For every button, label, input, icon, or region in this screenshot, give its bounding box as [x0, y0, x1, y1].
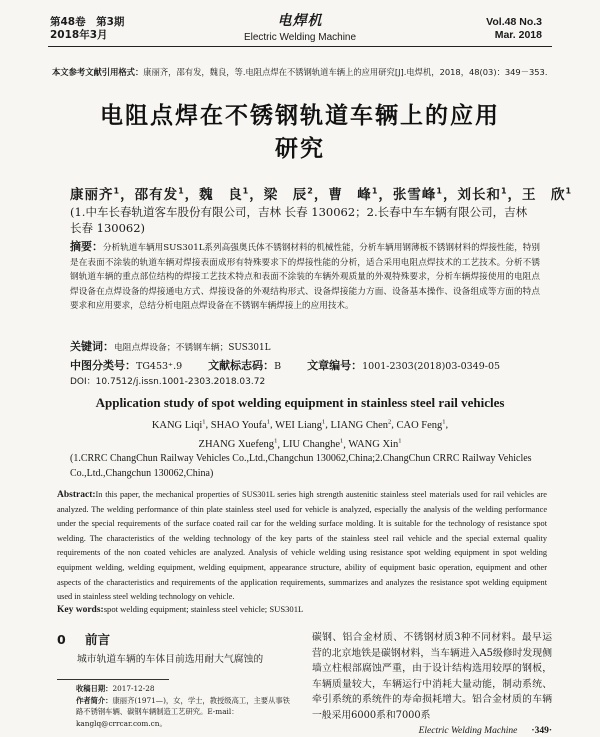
authors-en-line1: KANG Liqi$^1$, SHAO Youfa$^1$, WEI Liang$^1$, LIANG Chen$^2$, CAO Feng$^1$, [151, 418, 449, 431]
footer-journal: Electric Welding Machine [418, 726, 518, 736]
author-cn: 魏 良$^1$ [199, 186, 250, 203]
author-cn: 张雪峰$^1$ [392, 186, 443, 203]
header-date-en: Mar. 2018 [494, 29, 542, 41]
section-heading [57, 630, 110, 648]
abstract-cn-text: 分析轨道车辆用SUS301L系列高强奥氏体不锈钢材料的机械性能，分析车辆用钢薄板不锈钢材料的焊接性能，特别是在表面不涂装的轨道车辆对焊接表面成形有特殊要求下的焊接性能的分析，适合采用电阻点焊技术的工艺技术。分析不锈钢轨道车辆的重点部位结构的焊接工艺技术特点和表面不涂装的车辆外观质量的外观特殊要求，分析车辆焊接使用的电阻点焊设备在点焊设备的焊接通电方式、焊接设备的外观结构形式、设备焊接能力方面、设备基本操作、设备组成等方面的特点要求和应用要求，总结分析电阻点焊设备在不锈钢车辆焊接上的应用技术。 [70, 243, 541, 311]
received-value: 2017-12-28 [112, 684, 155, 693]
doc-code-label: 文献标志码： [208, 359, 275, 372]
author-en: ZHANG Xuefeng$^1$ [198, 437, 278, 450]
abstract-en-label: Abstract: [57, 490, 96, 500]
author-en: WEI Liang$^1$ [275, 418, 326, 431]
section-title: 前言 [85, 632, 111, 647]
page-footer [419, 726, 552, 736]
author-en: KANG Liqi$^1$ [151, 418, 206, 431]
author-cn: 王 欣$^1$ [522, 186, 573, 203]
author-cn: 曹 峰$^1$ [328, 186, 379, 203]
header-rule [48, 46, 552, 47]
author-en: SHAO Youfa$^1$ [210, 418, 271, 431]
author-en: LIU Changhe$^1$ [282, 437, 344, 450]
keywords-cn-label: 关键词： [70, 340, 114, 353]
affiliation-cn: (1.中车长春轨道客车股份有限公司，吉林 长春 130062；2.长春中车车辆有限公司，吉林 长春 130062) [70, 205, 528, 235]
author-en: CAO Feng$^1$ [396, 418, 446, 431]
article-no-label: 文章编号： [307, 359, 363, 372]
citation-text: 康丽齐，邵有发，魏良，等.电阻点焊在不锈钢轨道车辆上的应用研究[J].电焊机，2018，48(03)：349－353. [143, 67, 548, 77]
abstract-cn-label: 摘要： [70, 240, 104, 253]
footnote-rule [57, 679, 169, 680]
keywords-en [57, 604, 303, 615]
header-date-cn: 2018年3月 [50, 29, 108, 41]
intro-paragraph-right: 碳钢、铝合金材质、不锈钢材质3种不同材料。最早运营的北京地铁是碳钢材料，当车辆进入A5级修时发现侧墙立柱根部腐蚀严重，由于设计结构选用较厚的钢板，车辆质量较大，车辆运行中消耗大量动能，制动系统、牵引系统的系统件的寿命损耗增大。铝合金材质的车辆一般采用6000系和7000系 [312, 632, 552, 721]
intro-paragraph-left: 城市轨道车辆的车体目前选用耐大气腐蚀的 [77, 654, 264, 665]
footnote [76, 683, 291, 729]
author-cn: 康丽齐$^1$ [70, 186, 121, 203]
keywords-en-label: Key words: [57, 605, 104, 615]
citation-label: 本文参考文献引用格式： [52, 67, 144, 77]
clc-value: TG453⁺.9 [136, 361, 183, 372]
author-en: LIANG Chen$^2$ [330, 418, 392, 431]
affiliation-en: (1.CRRC ChangChun Railway Vehicles Co.,Ltd.,Changchun 130062,China;2.ChangChun CRRC Railway Vehicles Co.,Ltd.,Changchun 130062,China) [70, 453, 532, 479]
abstract-en [57, 488, 547, 605]
author-cn: 刘长和$^1$ [457, 186, 508, 203]
citation-line [52, 66, 547, 78]
bio-label: 作者简介： [76, 695, 113, 705]
received-date [76, 683, 291, 695]
authors-en [0, 414, 600, 453]
doi: DOI：10.7512/j.issn.1001-2303.2018.03.72 [70, 377, 266, 387]
classification-line [70, 357, 500, 373]
paper-title-en: Application study of spot welding equipment in stainless steel rail vehicles [95, 395, 505, 410]
author-bio [76, 695, 291, 730]
article-no-value: 1001-2303(2018)03-0349-05 [362, 361, 501, 372]
author-cn: 梁 辰$^2$ [263, 186, 314, 203]
authors-en-line2: ZHANG Xuefeng$^1$, LIU Changhe$^1$, WANG Xin$^1$ [198, 437, 402, 450]
abstract-en-text: In this paper, the mechanical properties of SUS301L series high strength austenitic stainless steel materials used for rail vehicles are analyzed. The welding performance of thin plate stainless steel used for vehicle is analyzed, especially the analysis of the welding performance under the special requirements of the surface coated rail car for the welding surface molding. It is suitable for the technology of resistance spot welding. The characteristics of the welding technology of the key parts of the stainless steel rail vehicle and the special external quality requirements of the non coated vehicles are analyzed. Analysis of vehicle welding using resistance spot welding equipment in spot welding equipment welding, welding equipment, welding equipment, appearance structure, ability of equipment basic operation, equipment and other aspects of the characteristics and requirements of the application requirements, summarizes and analyzes the resistance spot welding equipment used in stainless steel welding technology on vehicle. [57, 490, 547, 602]
journal-logo: 电焊机 [277, 13, 323, 29]
keywords-cn-text: 电阻点焊设备；不锈钢车辆；SUS301L [114, 343, 271, 353]
page-number: ·349· [531, 726, 552, 736]
abstract-cn [70, 240, 540, 314]
header-volume-issue: 第48卷 第3期 [50, 16, 125, 28]
received-label: 收稿日期： [76, 684, 113, 693]
authors-cn: 康丽齐$^1$，邵有发$^1$，魏 良$^1$，梁 辰$^2$，曹 峰$^1$，张雪峰$^1$，刘长和$^1$，王 欣$^1$ [70, 186, 573, 203]
keywords-en-text: spot welding equipment; stainless steel vehicle; SUS301L [103, 604, 304, 614]
header-volume-en [486, 16, 542, 42]
header-vol-no: Vol.48 No.3 [486, 16, 542, 28]
author-cn: 邵有发$^1$ [134, 186, 185, 203]
author-en: WANG Xin$^1$ [348, 437, 402, 450]
keywords-cn [70, 338, 270, 354]
bio-text: 康丽齐(1971—)，女，学士，教授级高工，主要从事铁路不锈钢车辆、碳钢车辆制造工艺研究。E-mail：kanglq@crrcar.com.cn。 [76, 695, 290, 728]
section-number: 0 [57, 632, 66, 647]
paper-title-cn: 电阻点焊在不锈钢轨道车辆上的应用研究 [100, 103, 500, 162]
clc-label: 中图分类号： [70, 359, 136, 372]
journal-name-en: Electric Welding Machine [243, 32, 357, 43]
doc-code-value: B [274, 361, 282, 372]
